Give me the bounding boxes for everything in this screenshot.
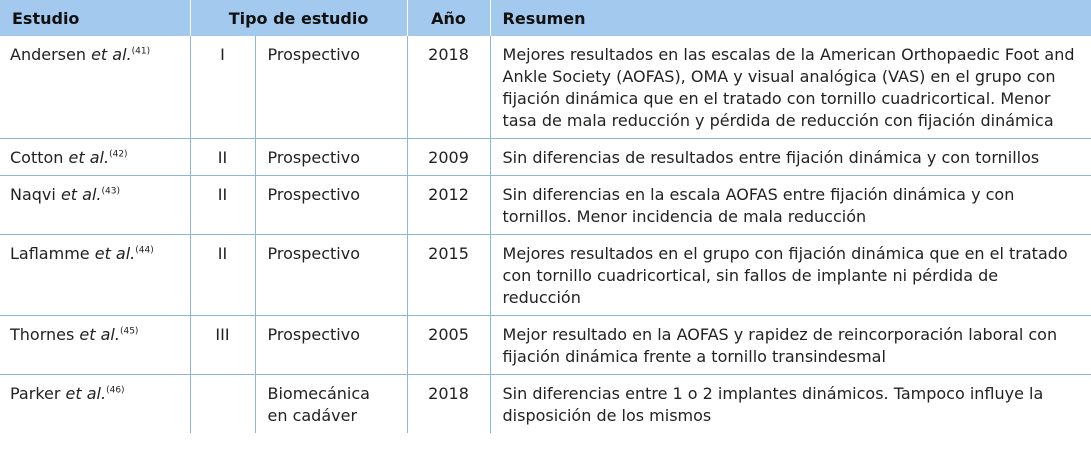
header-ano: Año	[407, 0, 490, 36]
study-etal: et al.	[60, 185, 102, 204]
study-summary: Sin diferencias entre 1 o 2 implantes dinámicos. Tampoco influye la disposición de los mismos	[502, 384, 1044, 425]
table-row	[0, 176, 1091, 235]
study-cell	[0, 176, 190, 235]
study-author: Naqvi	[10, 185, 56, 204]
study-type: Prospectivo	[255, 139, 407, 176]
study-year: 2005	[407, 316, 490, 375]
study-year: 2018	[407, 375, 490, 434]
study-author: Laflamme	[10, 244, 90, 263]
study-cell	[0, 139, 190, 176]
header-row	[0, 0, 1091, 36]
study-year: 2015	[407, 235, 490, 316]
study-year: 2018	[407, 36, 490, 139]
study-author: Andersen	[10, 45, 86, 64]
header-resumen: Resumen	[490, 0, 1091, 36]
evidence-level	[190, 375, 255, 434]
table-row	[0, 235, 1091, 316]
study-summary: Mejores resultados en el grupo con fijación dinámica que en el tratado con tornillo cuadricortical, sin fallos de implante ni pérdida de reducción	[490, 235, 1091, 316]
evidence-level: II	[190, 176, 255, 235]
study-cell	[0, 375, 190, 434]
study-type: Biomecánica en cadáver	[255, 375, 407, 434]
study-cell	[0, 235, 190, 316]
study-ref: (45)	[119, 326, 139, 337]
study-summary: Sin diferencias en la escala AOFAS entre fijación dinámica y con tornillos. Menor incidencia de mala reducción	[490, 176, 1091, 235]
evidence-level: III	[190, 316, 255, 375]
study-ref: (43)	[101, 186, 120, 197]
study-etal: et al.	[91, 45, 132, 64]
header-estudio: Estudio	[0, 0, 190, 36]
study-ref: (46)	[106, 385, 125, 396]
study-summary: Sin diferencias de resultados entre fijación dinámica y con tornillos	[490, 139, 1091, 176]
evidence-level: II	[190, 235, 255, 316]
study-ref: (41)	[131, 46, 151, 57]
evidence-level: I	[190, 36, 255, 139]
study-etal: et al.	[68, 148, 110, 167]
study-etal: et al.	[79, 325, 120, 344]
table-row	[0, 139, 1091, 176]
evidence-level: II	[190, 139, 255, 176]
study-year: 2009	[407, 139, 490, 176]
study-type: Prospectivo	[255, 176, 407, 235]
study-etal: et al.	[94, 244, 136, 263]
study-author: Cotton	[10, 148, 64, 167]
study-summary: Mejor resultado en la AOFAS y rapidez de reincorporación laboral con fijación dinámica frente a tornillo transindesmal	[490, 316, 1091, 375]
study-year: 2012	[407, 176, 490, 235]
table-row	[0, 36, 1091, 139]
study-author: Parker	[10, 384, 61, 403]
study-ref: (44)	[135, 245, 154, 256]
header-tipo: Tipo de estudio	[190, 0, 407, 36]
study-type: Prospectivo	[255, 36, 407, 139]
study-etal: et al.	[65, 384, 107, 403]
study-type: Prospectivo	[255, 235, 407, 316]
study-cell	[0, 316, 190, 375]
study-cell	[0, 36, 190, 139]
study-summary: Mejores resultados en las escalas de la American Orthopaedic Foot and Ankle Society (AOFAS), OMA y visual analógica (VAS) en el grupo con fijación dinámica que en el tratado con tornillo cuadricortical. Menor tasa de mala reducción y pérdida de reducción con fijación dinámica	[490, 36, 1091, 139]
study-type: Prospectivo	[255, 316, 407, 375]
study-author: Thornes	[10, 325, 75, 344]
table-row	[0, 316, 1091, 375]
study-ref: (42)	[109, 149, 128, 160]
table-row	[0, 375, 1091, 434]
